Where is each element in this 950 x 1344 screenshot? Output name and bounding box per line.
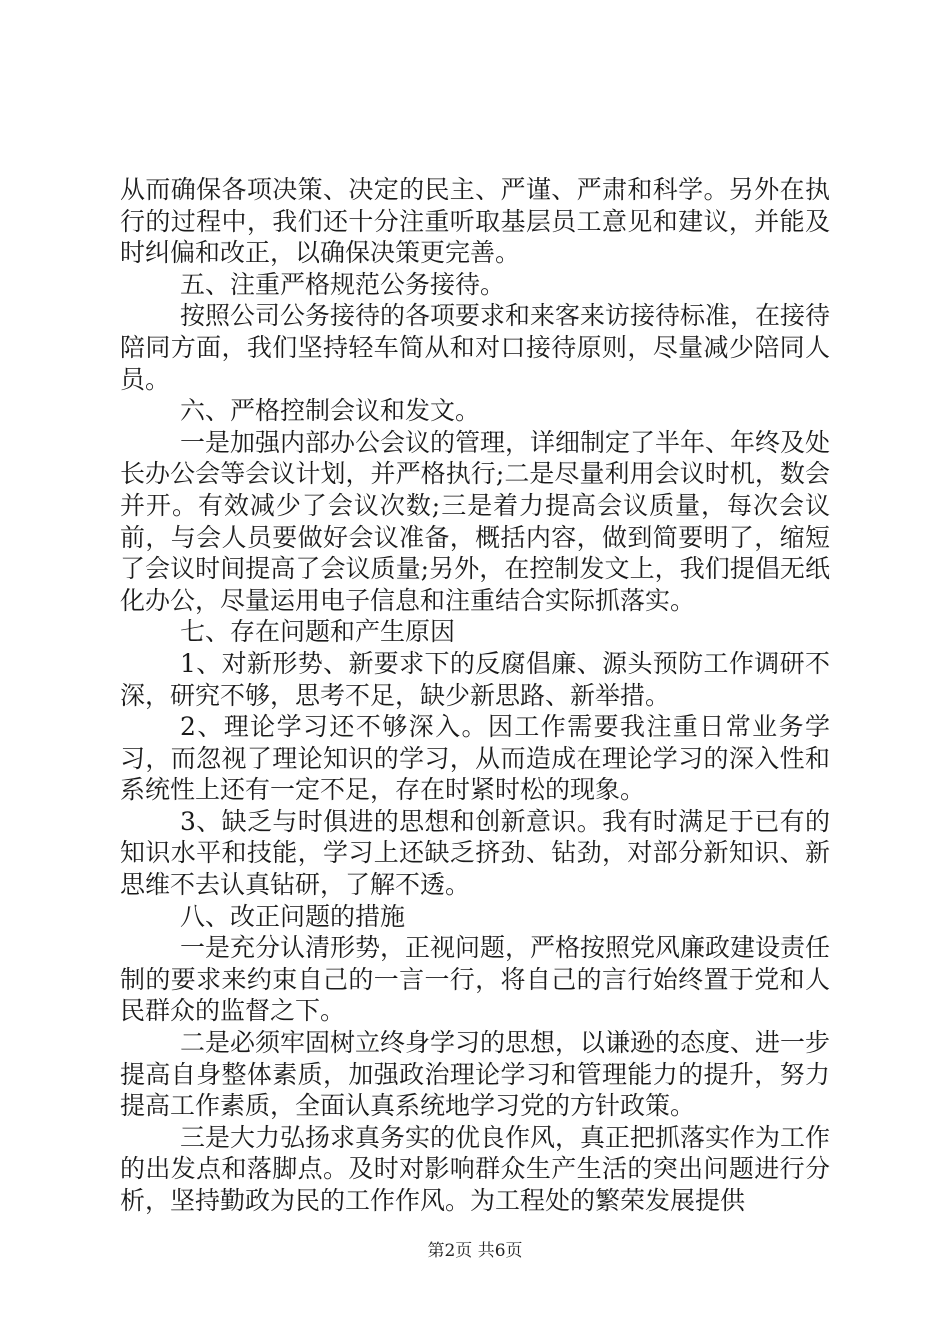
list-item: 3、缺乏与时俱进的思想和创新意识。我有时满足于已有的知识水平和技能，学习上还缺乏挤劲、钻劲，对部分新知识、新思维不去认真钻研，了解不透。 [120, 806, 830, 900]
paragraph: 按照公司公务接待的各项要求和来客来访接待标准，在接待陪同方面，我们坚持轻车简从和对口接待原则，尽量减少陪同人员。 [120, 301, 831, 394]
paragraph: 三是大力弘扬求真务实的优良作风，真正把抓落实作为工作的出发点和落脚点。及时对影响群众生产生活的突出问题进行分析，坚持勤政为民的工作作风。为工程处的繁荣发展提供 [120, 1122, 831, 1215]
list-item: 1、对新形势、新要求下的反腐倡廉、源头预防工作调研不深，研究不够，思考不足，缺少新思路、新举措。 [120, 648, 830, 710]
page-number: 第2页 共6页 [427, 1241, 523, 1261]
document-body [120, 174, 830, 1217]
paragraph: 二是必须牢固树立终身学习的思想，以谦逊的态度、进一步提高自身整体素质，加强政治理论学习和管理能力的提升，努力提高工作素质，全面认真系统地学习党的方针政策。 [120, 1028, 831, 1121]
section-heading: 六、严格控制会议和发文。 [180, 396, 481, 426]
section-heading: 七、存在问题和产生原因 [180, 617, 456, 647]
paragraph: 一是加强内部办公会议的管理，详细制定了半年、年终及处长办公会等会议计划，并严格执行;二是尽量利用会议时机，数会并开。有效减少了会议次数;三是着力提高会议质量，每次会议前，与会人员要做好会议准备，概括内容，做到简要明了，缩短了会议时间提高了会议质量;另外，在控制发文上，我们提倡无纸化办公，尽量运用电子信息和注重结合实际抓落实。 [120, 427, 831, 615]
paragraph: 从而确保各项决策、决定的民主、严谨、严肃和科学。另外在执行的过程中，我们还十分注重听取基层员工意见和建议，并能及时纠偏和改正，以确保决策更完善。 [120, 175, 830, 268]
list-item: 2、理论学习还不够深入。因工作需要我注重日常业务学习，而忽视了理论知识的学习，从而造成在理论学习的深入性和系统性上还有一定不足，存在时紧时松的现象。 [120, 712, 830, 805]
section-heading: 八、改正问题的措施 [180, 901, 406, 931]
paragraph: 一是充分认清形势，正视问题，严格按照党风廉政建设责任制的要求来约束自己的一言一行，将自己的言行始终置于党和人民群众的监督之下。 [120, 933, 831, 1026]
section-heading: 五、注重严格规范公务接待。 [180, 269, 506, 299]
